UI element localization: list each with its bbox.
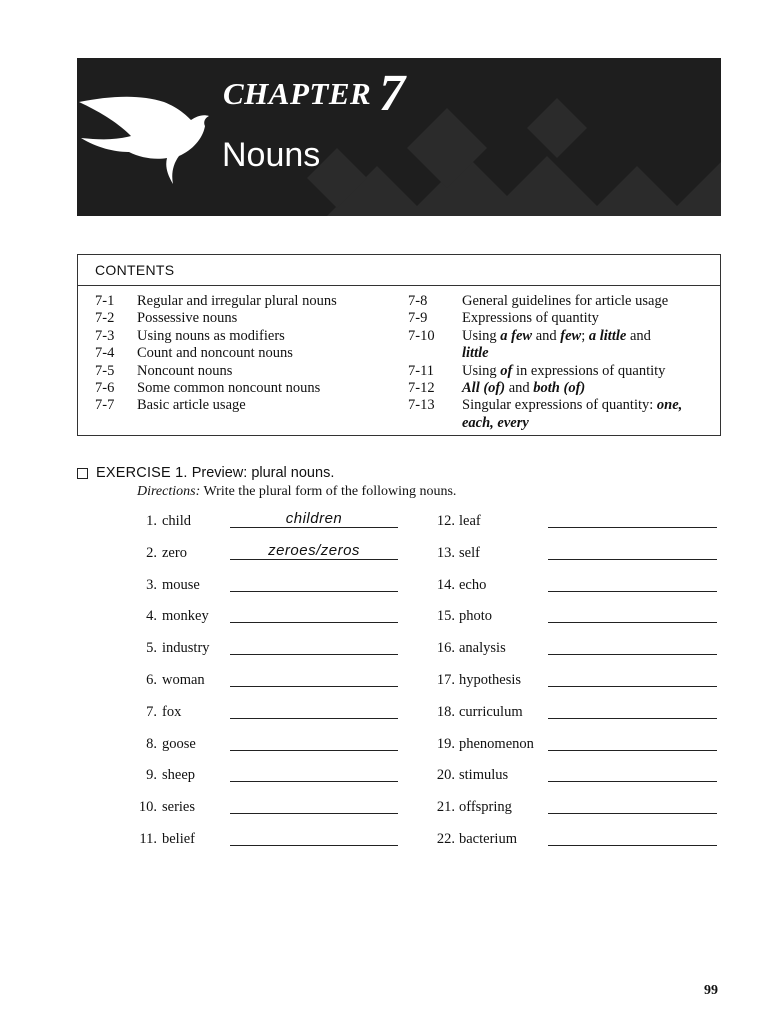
contents-text-part: Using bbox=[462, 362, 501, 379]
answer-blank[interactable] bbox=[230, 559, 398, 560]
contents-item-text bbox=[462, 415, 529, 432]
item-number: 13. bbox=[436, 544, 455, 561]
contents-item-number: 7-5 bbox=[95, 362, 115, 379]
contents-text-part: Using bbox=[462, 327, 501, 344]
answer-blank[interactable] bbox=[230, 622, 398, 623]
contents-item-text: Regular and irregular plural nouns bbox=[137, 293, 337, 309]
item-word: stimulus bbox=[459, 767, 509, 784]
contents-item-text: General guidelines for article usage bbox=[462, 293, 669, 309]
exercise-label: EXERCISE 1. bbox=[96, 465, 188, 481]
contents-item-number: 7-12 bbox=[408, 380, 435, 397]
contents-item-text: Using nouns as modifiers bbox=[137, 327, 285, 344]
contents-item-number: 7-3 bbox=[95, 327, 115, 344]
contents-item-number bbox=[408, 345, 462, 362]
item-word: series bbox=[162, 799, 196, 816]
item-word: monkey bbox=[162, 608, 209, 625]
item-number: 4. bbox=[146, 608, 157, 625]
chapter-banner bbox=[77, 58, 721, 216]
item-word: woman bbox=[162, 672, 205, 688]
contents-item bbox=[408, 328, 718, 345]
answer-blank[interactable] bbox=[230, 813, 398, 814]
contents-item-number: 7-6 bbox=[95, 380, 115, 397]
contents-item bbox=[408, 397, 718, 414]
item-number: 21. bbox=[436, 799, 455, 816]
exercise-checkbox[interactable] bbox=[77, 468, 88, 479]
contents-text-part: and bbox=[532, 327, 561, 344]
contents-item-text: Basic article usage bbox=[137, 397, 246, 414]
contents-item-number: 7-13 bbox=[408, 397, 435, 414]
exercise-directions bbox=[137, 484, 456, 500]
bird-logo bbox=[79, 94, 219, 184]
answer-blank[interactable] bbox=[548, 813, 717, 814]
contents-item bbox=[408, 345, 718, 362]
item-word: industry bbox=[162, 640, 210, 657]
contents-text-part: Singular expressions of quantity: bbox=[462, 397, 657, 414]
answer-blank[interactable] bbox=[548, 591, 717, 592]
item-word: belief bbox=[162, 831, 196, 847]
contents-box bbox=[77, 254, 721, 436]
contents-emphasis: each, every bbox=[462, 414, 529, 431]
item-word: analysis bbox=[459, 640, 506, 657]
contents-item bbox=[408, 363, 718, 380]
answer-blank[interactable] bbox=[230, 654, 398, 655]
contents-emphasis: a few bbox=[500, 327, 533, 344]
contents-emphasis: All (of) bbox=[462, 380, 506, 397]
answer-blank[interactable] bbox=[548, 527, 717, 528]
contents-item bbox=[408, 293, 718, 310]
item-word: echo bbox=[459, 576, 487, 593]
item-number: 15. bbox=[436, 608, 455, 625]
contents-item-number: 7-7 bbox=[95, 397, 115, 414]
contents-emphasis: both (of) bbox=[533, 380, 586, 397]
contents-item-number: 7-10 bbox=[408, 327, 435, 344]
contents-heading: CONTENTS bbox=[78, 255, 720, 286]
directions-text: Write the plural form of the following nouns. bbox=[200, 484, 457, 499]
item-word: photo bbox=[459, 608, 493, 625]
contents-item-text: Count and noncount nouns bbox=[137, 345, 293, 362]
item-word: bacterium bbox=[459, 831, 517, 847]
item-number: 17. bbox=[436, 672, 455, 688]
answer-blank[interactable] bbox=[230, 750, 398, 751]
contents-item-number: 7-2 bbox=[95, 310, 115, 327]
contents-item bbox=[95, 293, 395, 310]
item-word: curriculum bbox=[459, 703, 523, 720]
contents-item-number: 7-9 bbox=[408, 310, 428, 327]
item-number: 10. bbox=[138, 799, 157, 816]
contents-emphasis: of bbox=[500, 362, 513, 379]
answer-blank[interactable] bbox=[548, 654, 717, 655]
item-number: 16. bbox=[436, 640, 455, 657]
exercise-heading bbox=[77, 465, 334, 481]
contents-emphasis: few bbox=[560, 327, 582, 344]
chapter-label: CHAPTER bbox=[223, 76, 372, 111]
contents-right-column bbox=[408, 293, 718, 432]
answer-blank[interactable] bbox=[230, 718, 398, 719]
contents-emphasis: little bbox=[462, 345, 489, 362]
contents-item bbox=[95, 310, 395, 327]
directions-label: Directions: bbox=[137, 484, 201, 499]
answer-blank[interactable] bbox=[548, 718, 717, 719]
contents-text-part: in expressions of quantity bbox=[512, 362, 666, 379]
contents-text-part: and bbox=[505, 380, 534, 397]
contents-item bbox=[95, 328, 395, 345]
contents-item-text bbox=[462, 397, 682, 414]
contents-item bbox=[408, 310, 718, 327]
exercise-title: Preview: plural nouns. bbox=[191, 465, 335, 481]
answer-blank[interactable] bbox=[548, 781, 717, 782]
item-number: 8. bbox=[146, 735, 157, 752]
item-number: 5. bbox=[146, 640, 157, 657]
contents-item-text: Possessive nouns bbox=[137, 310, 238, 327]
answer-blank[interactable] bbox=[548, 686, 717, 687]
item-word: zero bbox=[162, 544, 187, 561]
answer-blank[interactable] bbox=[230, 591, 398, 592]
answer-blank[interactable] bbox=[230, 686, 398, 687]
answer-blank[interactable] bbox=[548, 750, 717, 751]
contents-left-column bbox=[95, 293, 395, 415]
item-number: 2. bbox=[146, 544, 157, 561]
answer-blank[interactable] bbox=[230, 845, 398, 846]
contents-item bbox=[95, 380, 395, 397]
item-number: 11. bbox=[139, 831, 157, 847]
answer-blank[interactable] bbox=[548, 622, 717, 623]
contents-emphasis: a little bbox=[588, 327, 627, 344]
handwritten-answer: children bbox=[285, 510, 343, 527]
item-word: leaf bbox=[459, 513, 481, 529]
contents-emphasis: one, bbox=[656, 397, 683, 414]
item-number: 6. bbox=[146, 672, 157, 688]
contents-item-number: 7-8 bbox=[408, 293, 428, 309]
answer-blank[interactable] bbox=[230, 781, 398, 782]
item-word: goose bbox=[162, 735, 196, 752]
contents-text-part: ; bbox=[581, 327, 589, 344]
item-word: fox bbox=[162, 703, 182, 720]
item-number: 7. bbox=[146, 703, 157, 720]
item-word: mouse bbox=[162, 576, 200, 593]
item-word: phenomenon bbox=[459, 735, 534, 752]
item-word: child bbox=[162, 513, 191, 529]
item-number: 20. bbox=[436, 767, 455, 784]
page-number: 99 bbox=[704, 983, 718, 998]
contents-item bbox=[95, 345, 395, 362]
contents-item-number bbox=[408, 415, 462, 432]
item-number: 18. bbox=[436, 703, 455, 720]
contents-item-number: 7-11 bbox=[408, 362, 435, 379]
contents-item bbox=[408, 415, 718, 432]
contents-item-number: 7-4 bbox=[95, 345, 115, 362]
item-number: 12. bbox=[436, 513, 455, 529]
answer-blank[interactable] bbox=[548, 845, 717, 846]
item-number: 19. bbox=[436, 735, 455, 752]
item-number: 3. bbox=[146, 576, 157, 593]
contents-item-text bbox=[462, 380, 585, 397]
contents-item-text bbox=[462, 328, 651, 345]
contents-item-text: Some common noncount nouns bbox=[137, 380, 321, 397]
contents-item-number: 7-1 bbox=[95, 293, 115, 309]
handwritten-answer: zeroes/zeros bbox=[268, 541, 360, 559]
contents-item-text bbox=[462, 363, 665, 380]
item-word: offspring bbox=[459, 799, 512, 816]
chapter-number: 7 bbox=[379, 65, 405, 122]
answer-blank[interactable] bbox=[230, 527, 398, 528]
contents-item bbox=[95, 397, 395, 414]
answer-blank[interactable] bbox=[548, 559, 717, 560]
item-word: sheep bbox=[162, 767, 196, 784]
contents-item-text bbox=[462, 345, 489, 362]
item-number: 1. bbox=[146, 513, 157, 529]
contents-text-part: and bbox=[626, 327, 651, 344]
contents-item-text: Expressions of quantity bbox=[462, 310, 599, 327]
contents-item bbox=[95, 363, 395, 380]
contents-item bbox=[408, 380, 718, 397]
item-word: hypothesis bbox=[459, 672, 522, 688]
item-word: self bbox=[459, 544, 480, 561]
item-number: 14. bbox=[436, 576, 455, 593]
chapter-title: Nouns bbox=[222, 136, 321, 174]
item-number: 22. bbox=[436, 831, 455, 847]
item-number: 9. bbox=[146, 767, 157, 784]
contents-item-text: Noncount nouns bbox=[137, 362, 233, 379]
